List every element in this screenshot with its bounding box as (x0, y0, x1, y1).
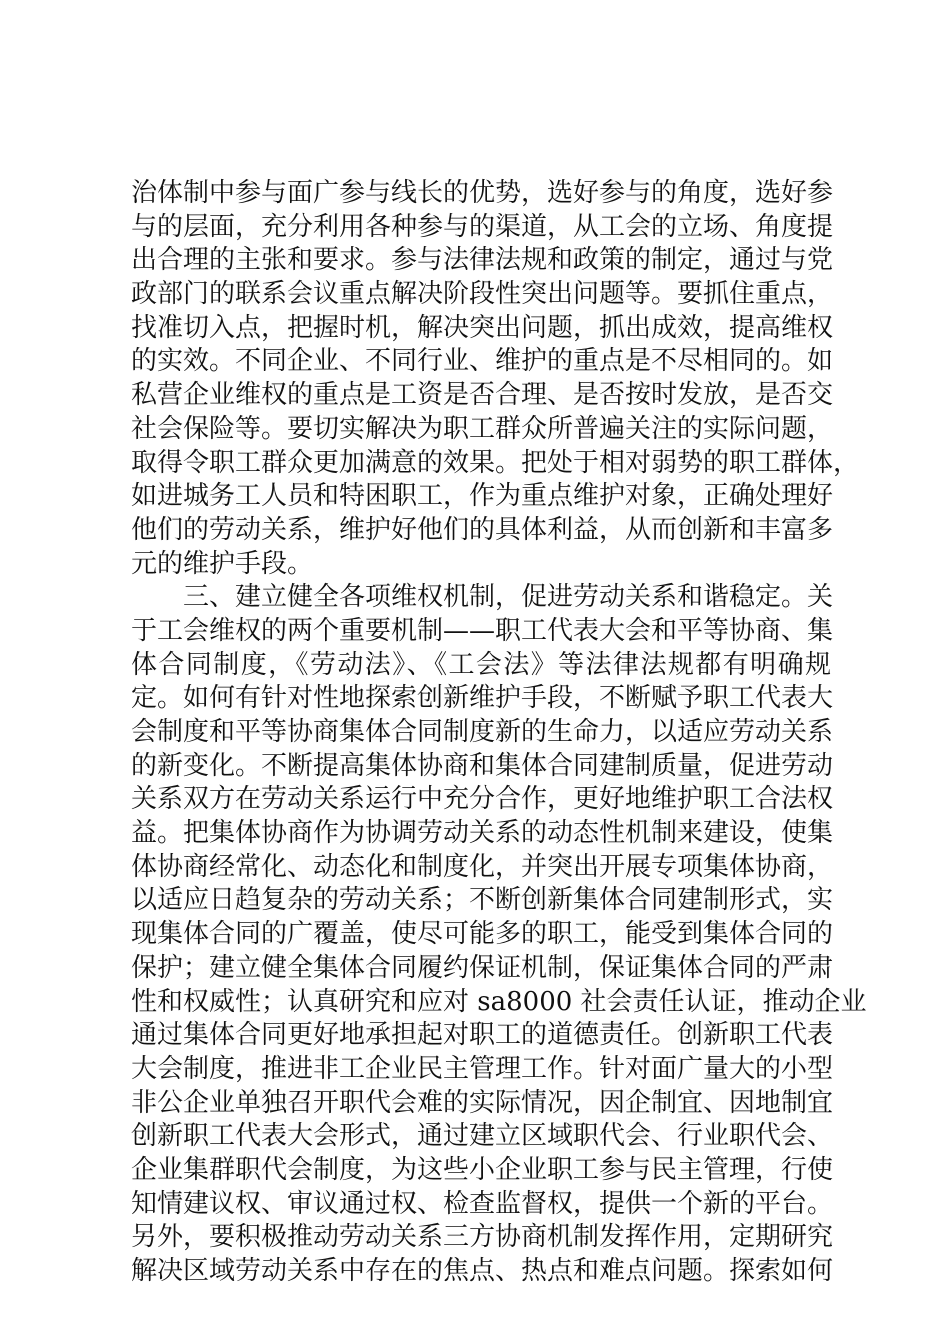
text-line: 元的维护手段。 (131, 548, 314, 579)
text-line: 知情建议权、审议通过权、检查监督权，提供一个新的平台。 (131, 1188, 834, 1219)
text-line: 性和权威性；认真研究和应对 sa8000 社会责任认证，推动企业 (131, 986, 867, 1017)
text-line: 于工会维权的两个重要机制——职工代表大会和平等协商、集 (131, 615, 834, 646)
body-text (131, 177, 867, 1289)
text-line: 治体制中参与面广参与线长的优势，选好参与的角度，选好参 (131, 178, 834, 208)
text-line: 关系双方在劳动关系运行中充分合作，更好地维护职工合法权 (131, 784, 834, 815)
text-line: 的新变化。不断提高集体协商和集体合同建制质量，促进劳动 (131, 750, 834, 781)
text-line: 私营企业维权的重点是工资是否合理、是否按时发放，是否交 (131, 380, 834, 411)
text-line: 益。把集体协商作为协调劳动关系的动态性机制来建设，使集 (131, 818, 834, 849)
text-line: 社会保险等。要切实解决为职工群众所普遍关注的实际问题， (131, 413, 834, 444)
text-line: 通过集体合同更好地承担起对职工的道德责任。创新职工代表 (131, 1020, 834, 1051)
text-line: 三、建立健全各项维权机制，促进劳动关系和谐稳定。关 (183, 582, 834, 613)
text-line: 以适应日趋复杂的劳动关系；不断创新集体合同建制形式，实 (131, 885, 834, 916)
text-line: 体合同制度，《劳动法》、《工会法》等法律法规都有明确规 (131, 649, 831, 680)
text-line: 的实效。不同企业、不同行业、维护的重点是不尽相同的。如 (131, 346, 834, 377)
text-line: 他们的劳动关系，维护好他们的具体利益，从而创新和丰富多 (131, 514, 834, 545)
text-line: 解决区域劳动关系中存在的焦点、热点和难点问题。探索如何 (131, 1256, 834, 1286)
text-line: 大会制度，推进非工企业民主管理工作。针对面广量大的小型 (131, 1053, 834, 1084)
text-line: 保护；建立健全集体合同履约保证机制，保证集体合同的严肃 (131, 952, 834, 983)
text-line: 找准切入点，把握时机，解决突出问题，抓出成效，提高维权 (131, 312, 834, 343)
text-line: 非公企业单独召开职代会难的实际情况，因企制宜、因地制宜 (131, 1087, 834, 1118)
text-line: 定。如何有针对性地探索创新维护手段，不断赋予职工代表大 (131, 683, 834, 714)
text-line: 体协商经常化、动态化和制度化，并突出开展专项集体协商， (131, 851, 834, 882)
text-line: 会制度和平等协商集体合同制度新的生命力，以适应劳动关系 (131, 717, 834, 747)
text-line: 取得令职工群众更加满意的效果。把处于相对弱势的职工群体， (131, 447, 860, 478)
text-line: 现集体合同的广覆盖，使尽可能多的职工，能受到集体合同的 (131, 919, 834, 950)
text-line: 出合理的主张和要求。参与法律法规和政策的制定，通过与党 (131, 245, 834, 276)
text-line: 另外，要积极推动劳动关系三方协商机制发挥作用，定期研究 (131, 1222, 834, 1253)
text-line: 如进城务工人员和特困职工，作为重点维护对象，正确处理好 (131, 481, 834, 512)
text-line: 政部门的联系会议重点解决阶段性突出问题等。要抓住重点， (131, 279, 834, 310)
text-line: 企业集群职代会制度，为这些小企业职工参与民主管理，行使 (131, 1154, 834, 1185)
text-line: 与的层面，充分利用各种参与的渠道，从工会的立场、角度提 (131, 211, 834, 242)
text-line: 创新职工代表大会形式，通过建立区域职代会、行业职代会、 (131, 1121, 834, 1152)
